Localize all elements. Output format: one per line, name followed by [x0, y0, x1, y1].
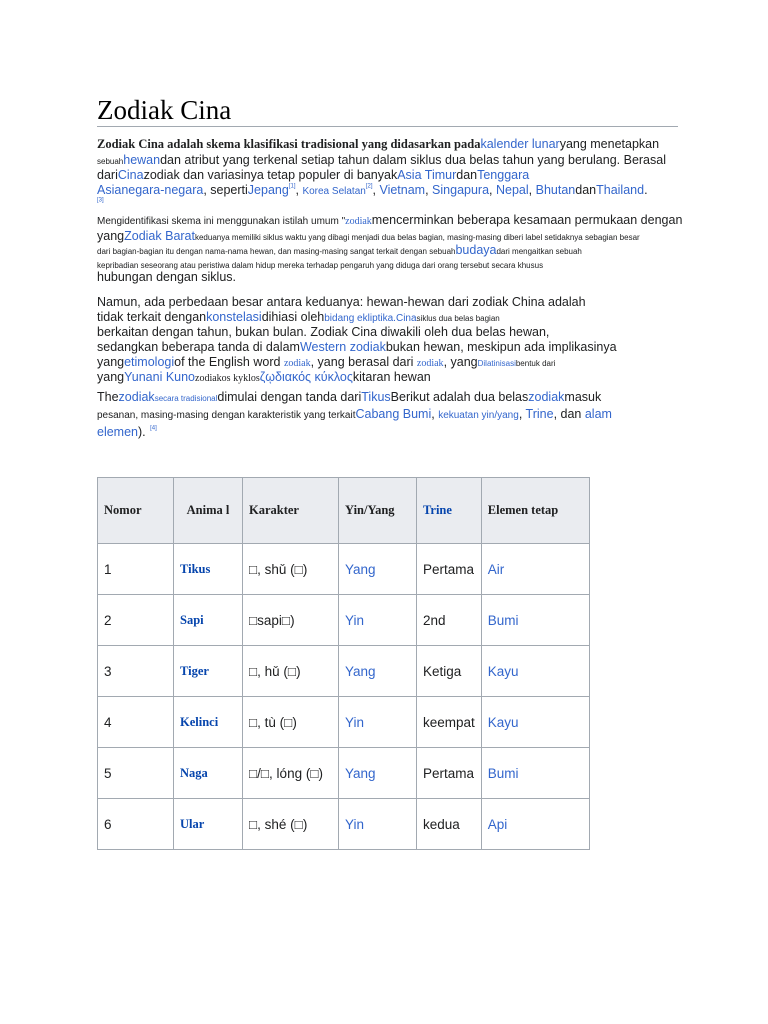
link-korea-selatan[interactable]: Korea Selatan	[302, 186, 366, 197]
cell-animal-link[interactable]: Naga	[174, 748, 243, 799]
header-elemen-tetap: Elemen tetap	[481, 478, 589, 544]
cell-trine: keempat	[417, 697, 482, 748]
link-cina-2[interactable]: Cina	[395, 313, 417, 324]
ref-3[interactable]: [3]	[97, 197, 104, 204]
zodiac-table	[97, 477, 590, 850]
link-tikus[interactable]: Tikus	[361, 390, 391, 404]
cell-yin-yang-link[interactable]: Yin	[339, 697, 417, 748]
paragraph-2: Mengidentifikasi skema ini menggunakan istilah umum "zodiakmencerminkan beberapa kesamaan permukaan dengan yangZodiak Baratkeduanya memiliki siklus waktu yang dibagi menjadi dua belas bagian, masing-masing diberi label setidaknya sebagian besar dari bagian-bagian itu dengan nama-nama hewan, dan masing-masing sangat terkait dengan sebuahbudayadari mengaitkan sebuah kepribadian seseorang atau peristiwa dalam hidup mereka terhadap pengaruh yang diduga dari orang tersebut secara khusus hubungan dengan siklus.	[97, 213, 683, 284]
cell-element-link[interactable]: Kayu	[481, 697, 589, 748]
table-row	[98, 697, 590, 748]
cell-animal-link[interactable]: Ular	[174, 799, 243, 850]
link-thailand[interactable]: Thailand	[596, 183, 645, 197]
link-zodiak-4[interactable]: zodiak	[118, 390, 155, 404]
ref-4[interactable]: [4]	[150, 425, 157, 432]
cell-yin-yang-link[interactable]: Yang	[339, 748, 417, 799]
table-header-row	[98, 478, 590, 544]
link-zodiak-barat[interactable]: Zodiak Barat	[124, 229, 195, 243]
cell-karakter: □sapi□)	[243, 595, 339, 646]
cell-nomor: 3	[98, 646, 174, 697]
table-row	[98, 799, 590, 850]
cell-karakter: □/□, lóng (□)	[243, 748, 339, 799]
cell-yin-yang-link[interactable]: Yin	[339, 799, 417, 850]
link-vietnam[interactable]: Vietnam	[379, 183, 426, 197]
link-yunani-kuno[interactable]: Yunani Kuno	[124, 370, 196, 384]
link-tenggara[interactable]: Tenggara	[477, 168, 530, 182]
cell-animal-link[interactable]: Sapi	[174, 595, 243, 646]
cell-trine: Pertama	[417, 544, 482, 595]
ref-2[interactable]: [2]	[365, 183, 373, 190]
intro-bold-text: Zodiak Cina adalah skema klasifikasi tradisional yang didasarkan pada	[97, 137, 481, 151]
link-zodiak-3[interactable]: zodiak	[416, 358, 444, 369]
link-etimologi[interactable]: etimologi	[124, 355, 175, 369]
link-hewan[interactable]: hewan	[123, 153, 161, 167]
link-zodiak[interactable]: zodiak	[345, 216, 372, 227]
ref-1[interactable]: [1]	[288, 183, 296, 190]
link-western-zodiak[interactable]: Western zodiak	[299, 340, 386, 354]
link-cabang-bumi[interactable]: Cabang Bumi	[355, 407, 432, 421]
cell-trine: Pertama	[417, 748, 482, 799]
cell-trine: kedua	[417, 799, 482, 850]
cell-nomor: 1	[98, 544, 174, 595]
paragraph-3: Namun, ada perbedaan besar antara keduanya: hewan-hewan dari zodiak China adalah tidak terkait dengankonstelasidihiasi olehbidang ekliptika.Cinasiklus dua belas bagian berkaitan dengan tahun, bukan bulan. Zodiak Cina diwakili oleh dua belas hewan, sedangkan beberapa tanda di dalamWestern zodiakbukan hewan, meskipun ada implikasinya yangetimologiof the English word zodiak, yang berasal dari zodiak, yangDilatinisasibentuk dari yangYunani Kunozodiakos kyklosζῳδιακός κύκλοςkitaran hewan	[97, 295, 617, 384]
cell-nomor: 2	[98, 595, 174, 646]
link-zodiak-5[interactable]: zodiak	[528, 390, 565, 404]
header-animal: Anima l	[174, 478, 243, 544]
cell-yin-yang-link[interactable]: Yang	[339, 544, 417, 595]
link-elemen[interactable]: elemen	[97, 425, 138, 439]
table-row	[98, 646, 590, 697]
cell-trine: 2nd	[417, 595, 482, 646]
table-row	[98, 595, 590, 646]
cell-element-link[interactable]: Bumi	[481, 748, 589, 799]
cell-karakter: □, tù (□)	[243, 697, 339, 748]
header-yin-yang: Yin/Yang	[339, 478, 417, 544]
intro-paragraph: Zodiak Cina adalah skema klasifikasi tradisional yang didasarkan padakalender lunaryang menetapkan sebuahhewandan atribut yang terkenal setiap tahun dalam siklus dua belas tahun yang berulang. Berasal dariCinazodiak dan variasinya tetap populer di banyakAsia TimurdanTenggara Asianegara-negara, sepertiJepang[1], Korea Selatan[2], Vietnam, Singapura, Nepal, BhutandanThailand. [3]	[97, 137, 666, 204]
cell-element-link[interactable]: Air	[481, 544, 589, 595]
link-kekuatan-yin-yang[interactable]: kekuatan yin/yang	[438, 410, 519, 421]
link-jepang[interactable]: Jepang	[247, 183, 289, 197]
cell-karakter: □, shé (□)	[243, 799, 339, 850]
link-bidang-ekliptika[interactable]: bidang ekliptika.	[324, 313, 396, 324]
link-secara-tradisional[interactable]: secara tradisional	[154, 394, 218, 403]
link-singapura[interactable]: Singapura	[432, 183, 490, 197]
header-karakter: Karakter	[243, 478, 339, 544]
table-row	[98, 748, 590, 799]
cell-nomor: 5	[98, 748, 174, 799]
table-row	[98, 544, 590, 595]
cell-yin-yang-link[interactable]: Yang	[339, 646, 417, 697]
link-konstelasi[interactable]: konstelasi	[206, 310, 262, 324]
cell-nomor: 6	[98, 799, 174, 850]
link-asia-timur[interactable]: Asia Timur	[397, 168, 457, 182]
cell-animal-link[interactable]: Tiger	[174, 646, 243, 697]
link-dilatinisasi[interactable]: Dilatinisasi	[477, 359, 516, 368]
link-cina[interactable]: Cina	[117, 168, 144, 182]
header-nomor: Nomor	[98, 478, 174, 544]
link-bhutan[interactable]: Bhutan	[535, 183, 576, 197]
link-greek-term[interactable]: ζῳδιακός κύκλος	[259, 370, 353, 384]
link-trine[interactable]: Trine	[525, 407, 554, 421]
link-budaya[interactable]: budaya	[455, 243, 497, 257]
paragraph-4: Thezodiaksecara tradisionaldimulai dengan tanda dariTikusBerikut adalah dua belaszodiakmasuk pesanan, masing-masing dengan karakteristik yang terkaitCabang Bumi, kekuatan yin/yang, Trine, dan alam elemen). [4]	[97, 390, 612, 439]
cell-trine: Ketiga	[417, 646, 482, 697]
link-nepal[interactable]: Nepal	[496, 183, 529, 197]
link-asianegara[interactable]: Asianegara-negara	[97, 183, 204, 197]
page-title: Zodiak Cina	[97, 95, 232, 125]
header-trine[interactable]: Trine	[417, 478, 482, 544]
title-divider	[97, 126, 678, 127]
cell-yin-yang-link[interactable]: Yin	[339, 595, 417, 646]
cell-element-link[interactable]: Kayu	[481, 646, 589, 697]
cell-nomor: 4	[98, 697, 174, 748]
cell-element-link[interactable]: Api	[481, 799, 589, 850]
link-zodiak-2[interactable]: zodiak	[283, 358, 311, 369]
cell-karakter: □, hǔ (□)	[243, 646, 339, 697]
link-alam[interactable]: alam	[584, 407, 612, 421]
cell-animal-link[interactable]: Kelinci	[174, 697, 243, 748]
cell-karakter: □, shǔ (□)	[243, 544, 339, 595]
cell-element-link[interactable]: Bumi	[481, 595, 589, 646]
cell-animal-link[interactable]: Tikus	[174, 544, 243, 595]
link-kalender-lunar[interactable]: kalender lunar	[480, 137, 560, 151]
